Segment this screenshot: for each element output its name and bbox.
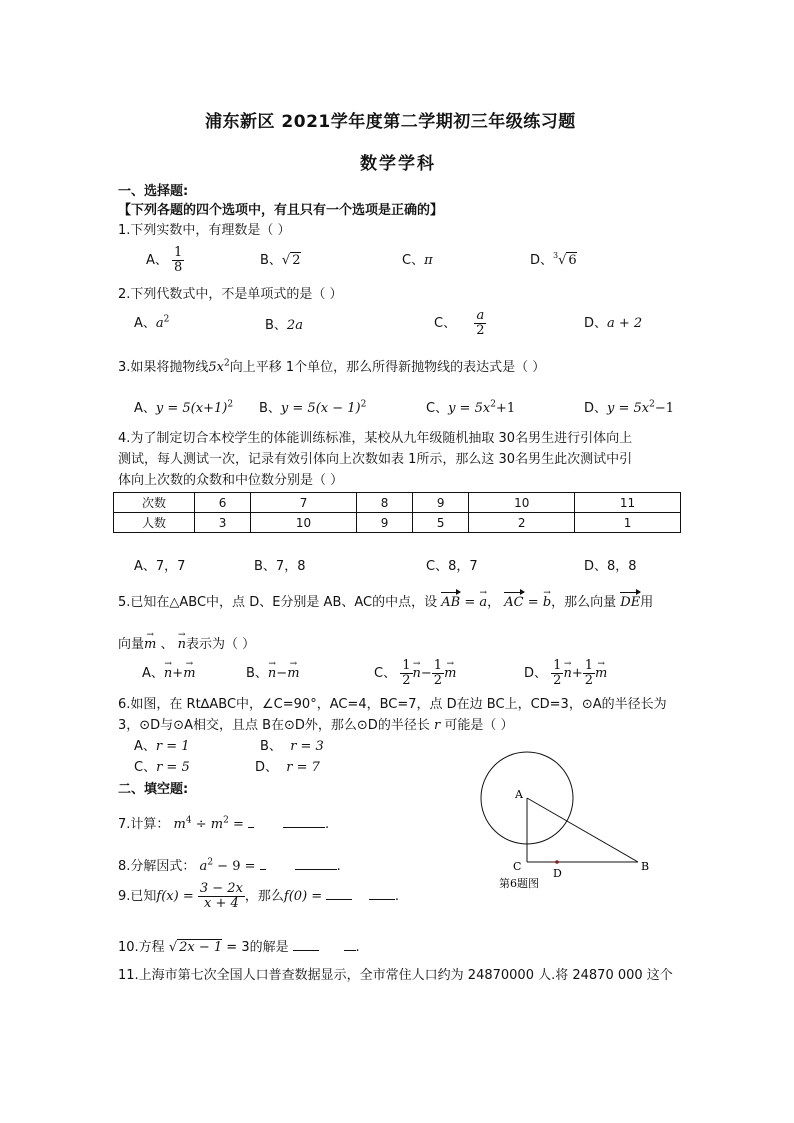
q2-c-denominator: 2 [476,323,485,338]
q2-option-a-base: a [155,316,164,331]
q5-line2-suffix: 表示为（ ） [185,637,256,652]
q6-option-b-value: r = 3 [290,739,324,754]
q5-d-operator: + [571,666,583,681]
q5-equals-2: = [523,595,543,610]
q2-option-b-value: 2a [286,318,303,333]
q3-option-d-tail: −1 [654,401,675,416]
q5-b-vector-m: → m [287,666,299,682]
question-2-stem: 2.下列代数式中，不是单项式的是（ ） [118,287,343,302]
label-c: C [513,860,522,873]
q9-denominator: x + 4 [204,896,239,911]
q5-option-d[interactable] [524,659,607,688]
q2-option-a-exponent: 2 [163,314,170,325]
table-cell: 7 [251,493,357,513]
q2-option-d[interactable] [584,316,642,332]
q5-option-c-label: C、 [374,666,397,681]
vector-ac: AC [504,595,524,610]
q9-numerator: 3 − 2x [199,881,243,896]
table-cell: 3 [195,513,251,533]
q5-option-a[interactable] [142,666,196,682]
q6-option-a[interactable] [134,739,190,755]
q10-period: . [355,940,360,955]
label-a: A [515,788,523,801]
q3-option-d-label: D、 [584,401,608,416]
q2-option-d-label: D、 [584,316,608,331]
q8-exponent: 2 [207,857,214,868]
q9-middle: ，那么 [244,889,284,904]
q3-option-b-value: y = 5(x − 1) [280,401,361,416]
q10-prefix: 10.方程 [118,940,165,955]
question-4-line-2: 测试，每人测试一次，记录有效引体向上次数如表 1所示，那么这 30名男生此次测试中引 [118,452,633,467]
q5-option-c[interactable] [374,659,456,688]
section-instruction: 【下列各题的四个选项中，有且只有一个选项是正确的】 [118,203,444,218]
q6-option-d-value: r = 7 [286,760,320,775]
q8-prefix: 8.分解因式： [118,859,196,874]
q5-c-denominator-1: 2 [402,673,411,688]
q5-b-vector-n: → n [268,666,276,682]
q5-a-vector-n: → n [164,666,172,682]
q6-line2-prefix: 3，⊙D与⊙A相交，且点 B在⊙D外，那么⊙D的半径长 [118,718,430,733]
q5-d-numerator-1: 1 [553,658,562,673]
question-7 [118,815,329,833]
q6-option-c[interactable] [134,760,190,776]
q6-option-b-label: B、 [260,739,282,754]
table-cell: 6 [195,493,251,513]
q5-c-fraction-1 [400,659,412,688]
q1-option-d-radicand: 6 [568,253,577,268]
answer-blank[interactable] [369,887,395,900]
q3-option-a[interactable] [134,401,233,417]
q6-option-d[interactable] [255,760,320,776]
q5-line1-suffix: ，那么向量 [551,595,617,610]
page-title: 浦东新区 2021学年度第二学期初三年级练习题 [205,112,576,132]
q2-option-c-fraction [474,309,486,338]
q2-option-a[interactable] [134,316,169,332]
q7-equals: = [228,817,244,832]
table-cell: 11 [575,493,681,513]
question-11: 11.上海市第七次全国人口普查数据显示，全市常住人口约为 24870000 人.将 24870 000 这个 [118,968,673,983]
question-5-line-2 [118,637,255,653]
q5-separator: 、 [156,637,178,652]
q5-option-d-label: D、 [524,666,548,681]
label-b: B [641,860,650,873]
table-cell: 9 [413,493,469,513]
q1-option-b-radicand: 2 [292,253,301,268]
q1-a-numerator: 1 [174,245,183,260]
answer-blank[interactable] [293,938,319,951]
q5-c-operator: − [420,666,432,681]
q3-option-a-value: y = 5(x+1) [155,401,228,416]
q5-d-vector-n: → n [563,666,571,682]
q10-radicand: 2x − 1 [179,940,223,955]
q4-option-c[interactable]: C、8，7 [426,559,478,574]
q2-option-b-label: B、 [265,318,287,333]
q3-stem-suffix: 向上平移 1个单位，那么所得新抛物线的表达式是（ ） [229,360,546,375]
q2-c-numerator: a [476,308,485,323]
q1-option-c-label: C、 [402,253,425,268]
q9-equals-2: = [307,889,323,904]
question-1-stem: 1.下列实数中，有理数是（ ） [118,223,291,238]
q5-d-numerator-2: 1 [584,658,593,673]
q3-stem-prefix: 3.如果将抛物线 [118,360,209,375]
q5-line1-prefix: 5.已知在△ABC中，点 D、E分别是 AB、AC的中点，设 [118,595,438,610]
vector-b: → b [543,595,551,611]
q6-option-d-label: D、 [255,760,279,775]
q4-option-d[interactable]: D、8，8 [584,559,637,574]
q5-equals-1: = [460,595,480,610]
q5-c-vector-m: → m [444,666,456,682]
vector-de: DE [620,595,641,610]
cube-root-symbol: √ [558,253,567,268]
sqrt-symbol: √ [281,253,291,268]
table-cell: 8 [356,493,412,513]
table-cell: 9 [356,513,412,533]
q5-option-b-label: B、 [246,666,268,681]
q5-option-a-label: A、 [142,666,164,681]
vector-n: → n [178,637,186,653]
table-cell: 5 [413,513,469,533]
q5-c-numerator-1: 1 [402,658,411,673]
q1-option-d[interactable] [530,253,577,269]
q7-prefix: 7.计算： [118,817,170,832]
vector-ab: AB [441,595,461,610]
q6-figure [470,748,660,898]
q6-line2-suffix: 可能是（ ） [444,718,514,733]
vector-a: → a [479,595,487,611]
question-3-stem [118,360,545,376]
table-row [114,513,681,533]
q1-option-b[interactable] [260,253,301,269]
answer-blank[interactable] [260,857,266,870]
q3-option-b[interactable] [259,401,366,417]
q5-c-vector-n: → n [413,666,421,682]
q5-d-fraction-2 [583,659,595,688]
sqrt-symbol: √ [168,940,178,955]
table-cell: 10 [469,493,575,513]
q5-d-denominator-2: 2 [584,673,593,688]
q2-option-c-label: C、 [434,316,457,331]
segment-ab [527,798,638,862]
q1-option-c-value: π [424,253,433,268]
q5-a-operator: + [172,666,184,681]
q6-option-c-label: C、 [134,760,157,775]
table-cell: 人数 [114,513,195,533]
q1-option-a-label: A、 [146,253,168,268]
q3-option-b-label: B、 [259,401,281,416]
q7-exponent-a: 4 [185,815,192,826]
q5-a-vector-m: → m [183,666,195,682]
question-6-line-1: 6.如图，在 Rt∆ABC中，∠C=90°，AC=4，BC=7，点 D在边 BC上，CD=3，⊙A的半径长为 [118,697,667,712]
vector-m: → m [144,637,156,653]
q5-line2-prefix: 向量 [118,637,145,652]
q4-option-a[interactable]: A、7，7 [134,559,186,574]
q7-base-a: m [173,817,186,832]
q9-fraction [198,882,245,911]
question-6-line-2 [118,718,513,734]
question-10 [118,938,360,956]
q6-option-b[interactable] [260,739,324,755]
q5-d-denominator-1: 2 [553,673,562,688]
table-cell: 2 [469,513,575,533]
q9-prefix: 9.已知 [118,889,157,904]
q3-stem-expression: 5x [208,360,225,375]
q6-option-a-label: A、 [134,739,156,754]
q5-d-vector-m: → m [595,666,607,682]
q1-option-d-root-index: 3 [553,251,559,260]
q3-option-d[interactable] [584,401,674,417]
question-5-line-1 [118,595,653,611]
q1-option-a[interactable] [146,246,184,275]
q3-option-c[interactable] [426,401,515,417]
q7-operator: ÷ [191,817,211,832]
table-cell: 次数 [114,493,195,513]
q3-option-d-exponent: 2 [649,399,655,410]
q5-c-fraction-2 [432,659,444,688]
question-9 [118,882,399,911]
q5-comma: ， [487,595,501,610]
label-d: D [553,867,562,880]
answer-blank[interactable] [295,857,337,870]
q2-option-c[interactable] [434,309,487,338]
q5-c-denominator-2: 2 [433,673,443,688]
q1-option-b-label: B、 [260,253,282,268]
q3-option-a-label: A、 [134,401,156,416]
question-8 [118,857,341,875]
q2-option-a-label: A、 [134,316,156,331]
table-cell: 1 [575,513,681,533]
q3-option-c-value: y = 5x [448,401,491,416]
q3-option-c-tail: +1 [495,401,516,416]
answer-blank[interactable] [344,938,356,951]
table-row [114,493,681,513]
q1-option-d-label: D、 [530,253,554,268]
q7-base-b: m [210,817,224,832]
q9-equals: = [178,889,198,904]
q5-line1-end: 用 [640,595,654,610]
q8-expression-rest: − 9 = [213,859,256,874]
q9-function: f(x) [156,889,179,904]
q10-suffix: = 3的解是 [222,940,289,955]
q6-option-c-value: r = 5 [156,760,190,775]
q9-period: . [394,889,399,904]
q7-exponent-b: 2 [223,815,229,826]
answer-blank[interactable] [283,815,325,828]
q8-base: a [199,859,208,874]
point-d [555,860,559,864]
q4-data-table [113,492,681,533]
q8-period: . [336,859,341,874]
section-heading-choice: 一、选择题: [118,184,189,199]
answer-blank[interactable] [326,887,352,900]
q1-option-a-fraction [172,246,184,275]
q5-option-b[interactable] [246,666,300,682]
q2-option-d-value: a + 2 [607,316,643,331]
q3-option-c-label: C、 [426,401,449,416]
table-cell: 10 [251,513,357,533]
figure-caption: 第6题图 [499,877,539,890]
q1-a-denominator: 8 [174,260,183,275]
q3-option-a-exponent: 2 [227,399,234,410]
q9-function-zero: f(0) [283,889,308,904]
q5-b-operator: − [276,666,288,681]
q1-option-c[interactable] [402,253,433,269]
q7-period: . [324,817,330,832]
q2-option-b[interactable] [265,318,303,334]
q3-option-b-exponent: 2 [360,399,367,410]
q4-option-b[interactable]: B、7，8 [254,559,306,574]
q3-stem-exponent: 2 [224,358,230,369]
q3-option-d-value: y = 5x [607,401,650,416]
q3-option-c-exponent: 2 [490,399,496,410]
q5-d-fraction-1 [551,659,563,688]
question-4-line-3: 体向上次数的众数和中位数分别是（ ） [118,473,344,488]
answer-blank[interactable] [248,815,254,828]
question-4-line-1: 4.为了制定切合本校学生的体能训练标准，某校从九年级随机抽取 30名男生进行引体向上 [118,431,633,446]
page-subtitle: 数学学科 [360,154,436,174]
q6-radius-variable: r [433,718,441,733]
q6-option-a-value: r = 1 [155,739,190,754]
q5-c-numerator-2: 1 [433,658,443,673]
section-heading-fill: 二、填空题: [118,782,189,797]
